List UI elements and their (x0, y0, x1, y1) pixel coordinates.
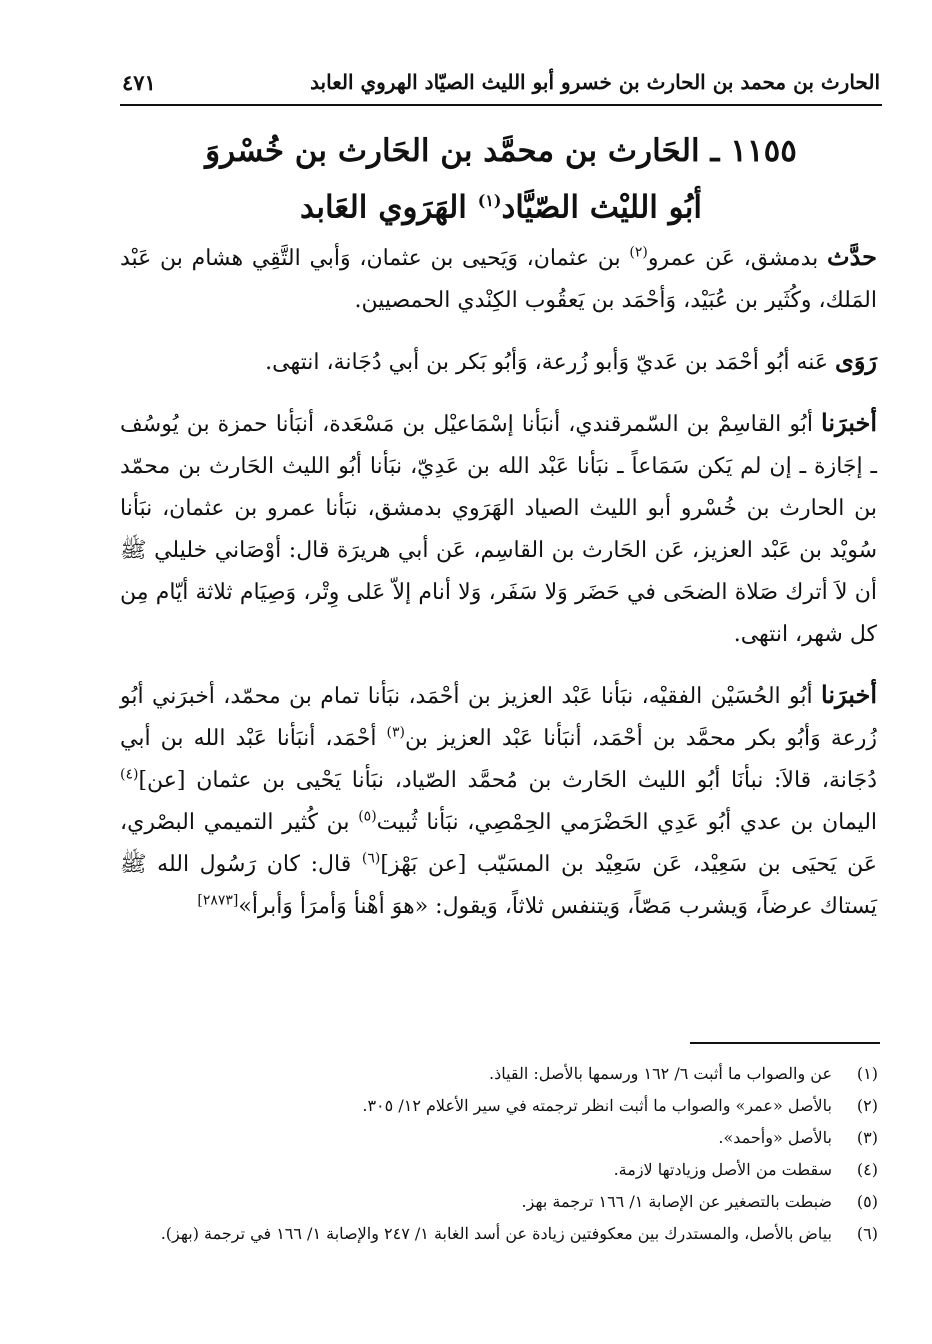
header-rule (120, 104, 882, 106)
paragraph-text: عَنه أبُو أحْمَد بن عَديّ وَأبو زُرعة، وَأبُو بَكر بن أبي دُجَانة، انتهى. (265, 350, 836, 375)
paragraph-hadith-1 (120, 402, 877, 656)
footnote-ref: (١) (477, 191, 502, 210)
paragraph-text: أبُو الحُسَيْن الفقيْه، نبَأنا عَبْد العزيز بن أحْمَد، نبَأنا تمام بن محمّد، أخبرَني أبُو زُرعة وَأبُو بكر محمَّد بن أحْمَد، أنبَأنا عَبْد العزيز بن (120, 684, 877, 751)
footnote-number: (١) (856, 1064, 878, 1083)
footnote-number: (٥) (856, 1192, 878, 1211)
footnote-number: (٣) (856, 1128, 878, 1147)
paragraph-lead-word: رَوَى (835, 346, 877, 375)
entry-title-line-2 (120, 176, 882, 232)
footnote-number: (٦) (856, 1224, 878, 1243)
footnote (130, 1218, 878, 1250)
footnote (130, 1122, 878, 1154)
paragraph-lead-word: حدَّث (826, 242, 877, 271)
entry-title-line-1: ١١٥٥ ـ الحَارث بن محمَّد بن الحَارث بن خُسْروَ (205, 133, 797, 169)
paragraph-hadith-2 (120, 674, 877, 928)
footnote-ref: (٥) (358, 808, 377, 825)
paragraph-text: بدمشق، عَن عمرو (647, 246, 827, 271)
entry-title-part: الهَرَوي العَابد (300, 189, 478, 226)
paragraph-narration (120, 236, 877, 322)
paragraph-text: بن كُثير التميمي البصْري، عَن يَحيَى بن سَعِيْد، عَن سَعِيْد بن المسَيّب [عن بَهْز] (120, 810, 878, 877)
paragraph-lead-word: أخبرَنا (821, 408, 877, 437)
paragraph-text: بن عثمان، وَيَحيى بن عثمان، وَأبي التَّقِي هشام بن عَبْد المَلك، وكُثَير بن عُبَيْد، وَأحْمَد بن يَعقُوب الكِنْدي الحمصيين. (120, 246, 877, 313)
footnote-ref: (٣) (386, 724, 405, 741)
footnote-ref: (٢) (629, 244, 648, 261)
footnotes (130, 1058, 878, 1250)
footnote (130, 1058, 878, 1090)
footnote-ref: (٦) (361, 850, 381, 867)
footnote-text: سقطت من الأصل وزيادتها لازمة. (613, 1160, 832, 1179)
footnote-text: بالأصل «عمر» والصواب ما أثبت انظر ترجمته في سير الأعلام ١٢/ ٣٠٥. (362, 1096, 832, 1115)
body-text (120, 236, 877, 946)
page-number: ٤٧١ (122, 70, 156, 95)
entry-title (120, 126, 882, 232)
footnote (130, 1154, 878, 1186)
paragraph-text: أحْمَد، أنبَأنا عَبْد الله بن أبي دُجَانة، قالاَ: نبأنَا أبُو الليث الحَارث بن مُحمَّد الصّياد، نبَأنا يَحْيى بن عثمان [عن] (120, 726, 877, 793)
paragraph-lead-word: أخبرَنا (821, 680, 877, 709)
footnote-text: ضبطت بالتصغير عن الإصابة ١/ ١٦٦ ترجمة بهز. (521, 1192, 832, 1211)
hadith-number: [٢٨٧٣] (197, 892, 239, 909)
paragraph-text: قال: كان رَسُول الله ﷺ يَستاك عرضاً، وَيشرب مَصّاً، وَيتنفس ثلاثاً، وَيقول: «هوَ أهْنأ وَأمرَأ وَأبرأ» (120, 852, 877, 919)
paragraph-transmitters (120, 340, 877, 384)
running-title: الحارث بن محمد بن الحارث بن خسرو أبو الليث الصيّاد الهروي العابد (310, 70, 880, 94)
footnote-number: (٢) (856, 1096, 878, 1115)
paragraph-text: أبُو القاسِمْ بن السّمرقندي، أنبَأنا إسْمَاعيْل بن مَسْعَدة، أنبَأنا حمزة بن يُوسُف ـ إجَازة ـ إن لم يَكن سَمَاعاً ـ نبَأنا عَبْد الله بن عَدِيّ، نبَأنا أبُو الليث الحَارث بن محمّد بن الحارث بن خُسْرو أبو الليث الصياد الهَرَوي بدمشق، نبَأنا عمرو بن عثمان، نبَأنا سُويْد بن عَبْد العزيز، عَن الحَارث بن القاسِم، عَن أبي هريرَة قال: أوْصَاني خليلي ﷺ أن لاَ أترك صَلاة الضحَى في حَضَر وَلا سَفَر، وَلا أنام إلاّ عَلى وِتْر، وَصِيَام ثلاثة أيّام مِن كل شهر، انتهى. (120, 412, 877, 647)
entry-title-part: أبُو الليْث الصّيَّاد (501, 189, 702, 226)
footnote-text: بياض بالأصل، والمستدرك بين معكوفتين زيادة عن أسد الغابة ١/ ٢٤٧ والإصابة ١/ ١٦٦ في ترجمة (بهز). (160, 1224, 832, 1243)
footnote-ref: (٤) (120, 766, 139, 783)
footnote-rule (690, 1042, 880, 1044)
footnote-text: عن والصواب ما أثبت ٦/ ١٦٢ ورسمها بالأصل: القياذ. (488, 1064, 832, 1083)
running-head (122, 62, 880, 106)
paragraph-text: اليمان بن عدي أبُو عَدِي الحَضْرَمي الحِمْصِي، نبَأنا ثُبيت (376, 810, 878, 835)
footnote-text: بالأصل «وأحمد». (718, 1128, 832, 1147)
footnote-number: (٤) (856, 1160, 878, 1179)
footnote (130, 1186, 878, 1218)
footnote (130, 1090, 878, 1122)
